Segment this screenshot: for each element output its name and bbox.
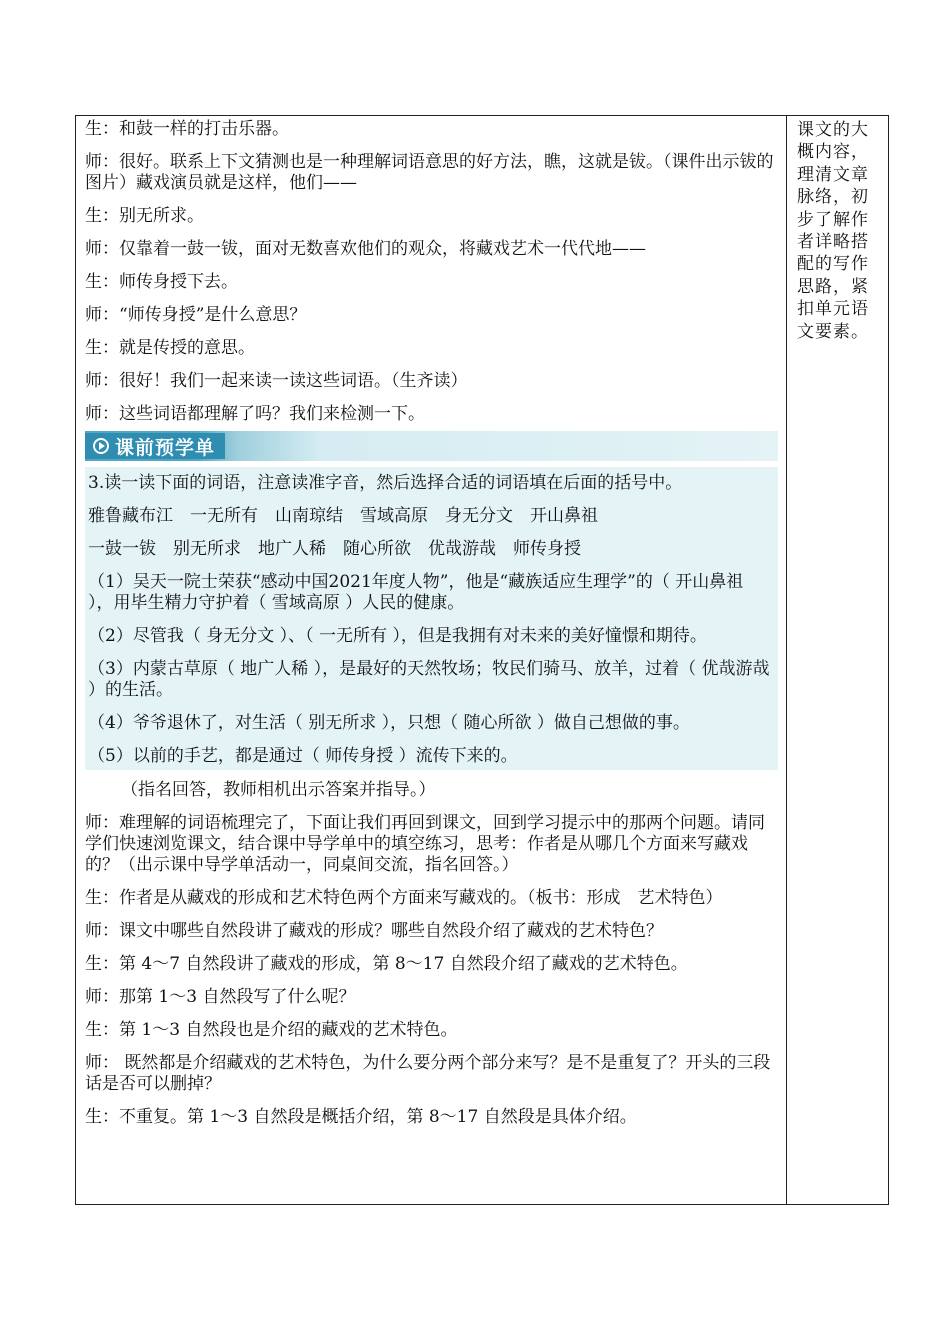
dialogue-line: 师：这些词语都理解了吗？我们来检测一下。 <box>85 404 425 424</box>
prework-instruction: 3.读一读下面的词语，注意读准字音，然后选择合适的词语填在后面的括号中。 <box>88 473 683 493</box>
word-list-row <box>88 539 774 560</box>
fill-question: （1）吴天一院士荣获“感动中国2021年度人物”，他是“藏族适应生理学”的（ 开山鼻祖 ），用毕生精力守护着（ 雪域高原 ）人民的健康。 <box>88 572 744 613</box>
banner-tag <box>85 433 225 459</box>
fill-question: （4）爷爷退休了，对生活（ 别无所求 ），只想（ 随心所欲 ）做自己想做的事。 <box>88 713 690 733</box>
word-item: 地广人稀 <box>258 539 326 559</box>
dialogue-line: 师：很好！我们一起来读一读这些词语。（生齐读） <box>85 371 468 391</box>
teacher-note: （指名回答，教师相机出示答案并指导。） <box>121 780 436 800</box>
dialogue-line: 师：“师传身授”是什么意思？ <box>85 305 307 325</box>
word-item: 一无所有 <box>190 506 258 526</box>
lesson-table <box>75 115 889 1205</box>
dialogue-line: 师：那第 1～3 自然段写了什么呢？ <box>85 987 356 1007</box>
dialogue-line: 师：难理解的词语梳理完了，下面让我们再回到课文，回到学习提示中的那两个问题。请同学们快速浏览课文，结合课中导学单中的填空练习，思考：作者是从哪几个方面来写藏戏的？（出示课中导学单活动一，同桌间交流，指名回答。） <box>85 813 765 875</box>
fill-question: （2）尽管我（ 身无分文 ）、（ 一无所有 ），但是我拥有对未来的美好憧憬和期待。 <box>88 626 707 646</box>
dialogue-line: 生：第 4～7 自然段讲了藏戏的形成，第 8～17 自然段介绍了藏戏的艺术特色。 <box>85 954 688 974</box>
dialogue-line: 生：第 1～3 自然段也是介绍的藏戏的艺术特色。 <box>85 1020 458 1040</box>
dialogue-line: 师：很好。联系上下文猜测也是一种理解词语意思的好方法，瞧，这就是钹。（课件出示钹的图片）藏戏演员就是这样，他们—— <box>85 152 774 193</box>
dialogue-line: 生：作者是从藏戏的形成和艺术特色两个方面来写藏戏的。（板书：形成 艺术特色） <box>85 888 723 908</box>
word-item: 师传身授 <box>513 539 581 559</box>
fill-question: （3）内蒙古草原（ 地广人稀 ），是最好的天然牧场；牧民们骑马、放羊，过着（ 优哉游哉 ）的生活。 <box>88 659 770 700</box>
dialogue-line: 师：仅靠着一鼓一钹，面对无数喜欢他们的观众，将藏戏艺术一代代地—— <box>85 239 646 259</box>
word-item: 别无所求 <box>173 539 241 559</box>
word-list-row <box>88 506 774 527</box>
prework-box <box>85 467 778 770</box>
section-banner <box>85 431 778 461</box>
dialogue-line: 生：师传身授下去。 <box>85 272 238 292</box>
design-intent-note: 课文的大概内容，理清文章脉络，初步了解作者详略搭配的写作思路，紧扣单元语文要素。 <box>797 120 869 342</box>
dialogue-line: 生：就是传授的意思。 <box>85 338 255 358</box>
dialogue-line: 生：和鼓一样的打击乐器。 <box>85 119 289 139</box>
banner-title: 课前预学单 <box>115 436 216 459</box>
play-circle-icon <box>93 438 109 454</box>
design-intent-column <box>788 116 888 1204</box>
dialogue-line: 师： 既然都是介绍藏戏的艺术特色，为什么要分两个部分来写？是不是重复了？开头的三段话是否可以删掉？ <box>85 1053 771 1094</box>
word-item: 身无分文 <box>445 506 513 526</box>
word-item: 雅鲁藏布江 <box>88 506 173 526</box>
fill-question: （5）以前的手艺，都是通过（ 师传身授 ）流传下来的。 <box>88 746 518 766</box>
dialogue-column <box>76 116 787 1204</box>
word-item: 随心所欲 <box>343 539 411 559</box>
word-item: 优哉游哉 <box>428 539 496 559</box>
dialogue-line: 师：课文中哪些自然段讲了藏戏的形成？哪些自然段介绍了藏戏的艺术特色？ <box>85 921 663 941</box>
dialogue-line: 生：不重复。第 1～3 自然段是概括介绍，第 8～17 自然段是具体介绍。 <box>85 1107 637 1127</box>
word-item: 山南琼结 <box>275 506 343 526</box>
word-item: 雪域高原 <box>360 506 428 526</box>
word-item: 开山鼻祖 <box>530 506 598 526</box>
dialogue-line: 生：别无所求。 <box>85 206 204 226</box>
word-item: 一鼓一钹 <box>88 539 156 559</box>
